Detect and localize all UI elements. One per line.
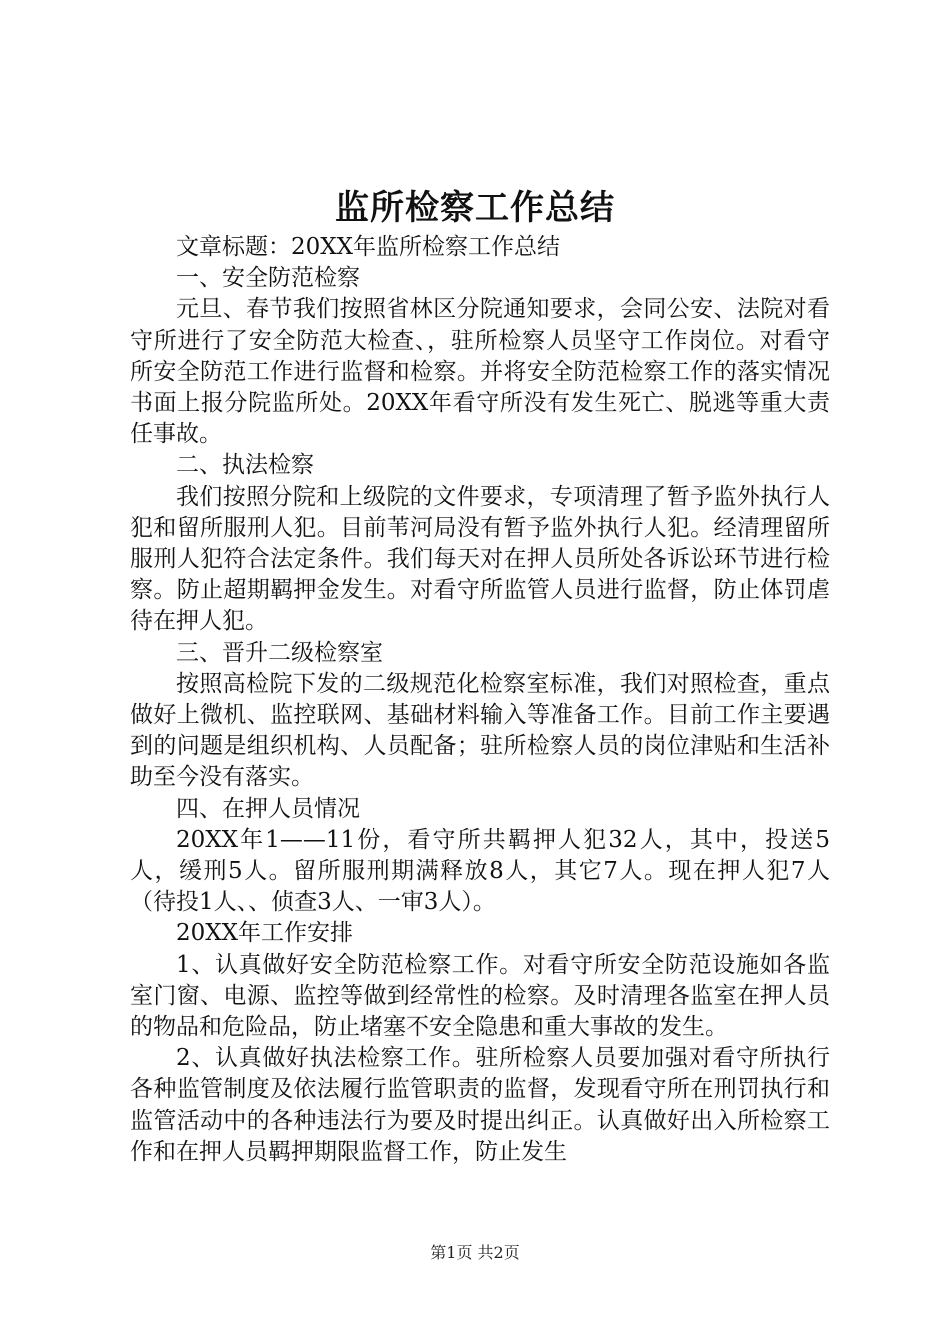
article-title-line: 文章标题：20XX年监所检察工作总结 [176,234,561,260]
paragraph-safety: 元旦、春节我们按照省林区分院通知要求，会同公安、法院对看守所进行了安全防范大检查、，驻所检察人员坚守工作岗位。对看守所安全防范工作进行监督和检察。并将安全防范检察工作的落实情况书面上报分院监所处。20XX年看守所没有发生死亡、脱逃等重大责任事故。 [130,296,830,448]
paragraph-plan-item-1: 1、认真做好安全防范检察工作。对看守所安全防范设施如各监室门窗、电源、监控等做到经常性的检察。及时清理各监室在押人员的物品和危险品，防止堵塞不安全隐患和重大事故的发生。 [130,951,830,1041]
document-title: 监所检察工作总结 [335,188,615,228]
section-heading-work-plan: 20XX年工作安排 [176,920,354,947]
paragraph-law-enforcement: 我们按照分院和上级院的文件要求，专项清理了暂予监外执行人犯和留所服刑人犯。目前苇河局没有暂予监外执行人犯。经清理留所服刑人犯符合法定条件。我们每天对在押人员所处各诉讼环节进行检察。防止超期羁押金发生。对看守所监管人员进行监督，防止体罚虐待在押人犯。 [130,483,830,635]
section-heading-safety: 一、安全防范检察 [176,265,360,292]
section-heading-law-enforcement: 二、执法检察 [176,452,314,479]
paragraph-plan-item-2: 2、认真做好执法检察工作。驻所检察人员要加强对看守所执行各种监管制度及依法履行监管职责的监督，发现看守所在刑罚执行和监管活动中的各种违法行为要及时提出纠正。认真做好出入所检察工作和在押人员羁押期限监督工作，防止发生 [130,1045,830,1165]
paragraph-detainees: 20XX年1——11份，看守所共羁押人犯32人，其中，投送5人，缓刑5人。留所服刑期满释放8人，其它7人。现在押人犯7人（待投1人、、侦查3人、一审3人）。 [130,826,830,916]
paragraph-promotion: 按照高检院下发的二级规范化检察室标准，我们对照检查，重点做好上微机、监控联网、基础材料输入等准备工作。目前工作主要遇到的问题是组织机构、人员配备；驻所检察人员的岗位津贴和生活补助至今没有落实。 [130,670,830,791]
section-heading-promotion: 三、晋升二级检察室 [176,639,383,666]
document-body [130,232,830,1168]
section-heading-detainees: 四、在押人员情况 [176,795,360,822]
page-number-footer: 第1页 共2页 [430,1243,520,1262]
